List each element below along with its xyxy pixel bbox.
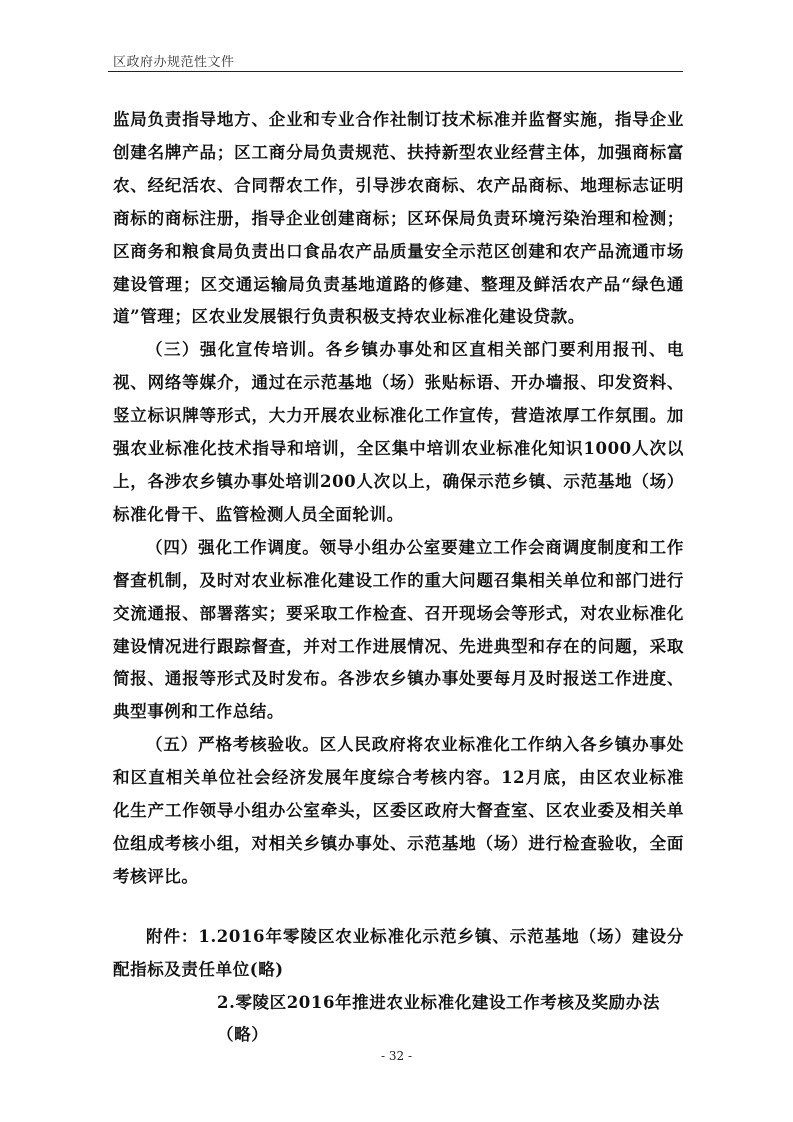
paragraph-assessment: （五）严格考核验收。区人民政府将农业标准化工作纳入各乡镇办事处和区直相关单位社会经济发展年度综合考核内容。12月底，由区农业标准化生产工作领导小组办公室牵头，区委区政府大督查室、区农业委及相关单位组成考核小组，对相关乡镇办事处、示范基地（场）进行检查验收，全面考核评比。 xyxy=(113,735,684,886)
attachment-item-1: 附件：1.2016年零陵区农业标准化示范乡镇、示范基地（场）建设分配指标及责任单位(略) xyxy=(113,926,684,979)
paragraph-responsibilities: 监局负责指导地方、企业和专业合作社制订技术标准并监督实施，指导企业创建名牌产品；区工商分局负责规范、扶持新型农业经营主体，加强商标富农、经纪活农、合同帮农工作，引导涉农商标、农产品商标、地理标志证明商标的商标注册，指导企业创建商标；区环保局负责环境污染治理和检测；区商务和粮食局负责出口食品农产品质量安全示范区创建和农产品流通市场建设管理；区交通运输局负责基地道路的修建、整理及鲜活农产品“绿色通道”管理；区农业发展银行负责积极支持农业标准化建设贷款。 xyxy=(113,110,684,327)
header-divider xyxy=(108,71,683,72)
paragraph-work-scheduling: （四）强化工作调度。领导小组办公室要建立工作会商调度制度和工作督查机制，及时对农业标准化建设工作的重大问题召集相关单位和部门进行交流通报、部署落实；要采取工作检查、召开现场会等形式，对农业标准化建设情况进行跟踪督查，并对工作进展情况、先进典型和存在的问题，采取简报、通报等形式及时发布。各涉农乡镇办事处要每月及时报送工作进度、典型事例和工作总结。 xyxy=(113,537,684,722)
document-header-title: 区政府办规范性文件 xyxy=(113,55,235,70)
document-body xyxy=(113,104,684,1052)
attachment-item-2: 2.零陵区2016年推进农业标准化建设工作考核及奖励办法（略） xyxy=(217,992,660,1045)
page-number: - 32 - xyxy=(380,1049,412,1063)
paragraph-publicity-training: （三）强化宣传培训。各乡镇办事处和区直相关部门要利用报刊、电视、网络等媒介，通过在示范基地（场）张贴标语、开办墙报、印发资料、竖立标识牌等形式，大力开展农业标准化工作宣传，营造浓厚工作氛围。加强农业标准化技术指导和培训，全区集中培训农业标准化知识1000人次以上，各涉农乡镇办事处培训200人次以上，确保示范乡镇、示范基地（场）标准化骨干、监管检测人员全面轮训。 xyxy=(113,340,684,524)
